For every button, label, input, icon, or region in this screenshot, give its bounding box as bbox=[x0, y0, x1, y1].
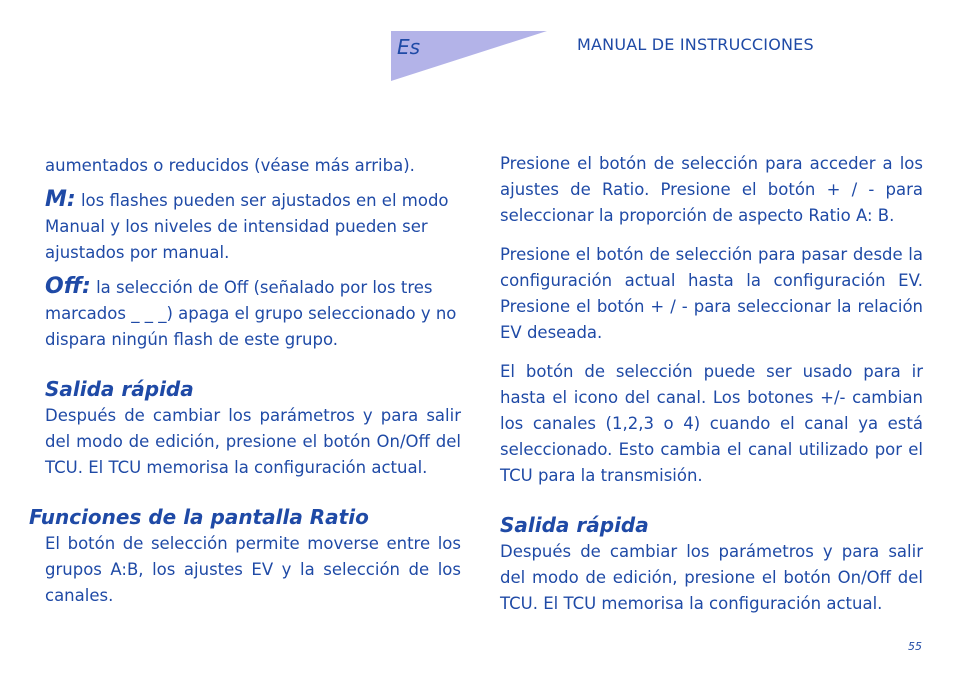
manual-title: MANUAL DE INSTRUCCIONES bbox=[577, 35, 814, 54]
ev-settings-paragraph: Presione el botón de selección para pasar desde la configuración actual hasta la configuración EV. Presione el botón + / - para seleccionar la relación EV deseada. bbox=[500, 245, 923, 342]
ratio-settings-paragraph: Presione el botón de selección para acceder a los ajustes de Ratio. Presione el botón + / - para seleccionar la proporción de aspecto Ratio A: B. bbox=[500, 154, 923, 225]
quick-exit-paragraph-right: Después de cambiar los parámetros y para salir del modo de edición, presione el botón On/Off del TCU. El TCU memorisa la configuración actual. bbox=[500, 542, 923, 613]
mode-m-text: los flashes pueden ser ajustados en el modo Manual y los niveles de intensidad pueden ser ajustados por manual. bbox=[45, 191, 449, 262]
quick-exit-heading-right: Salida rápida bbox=[500, 513, 649, 537]
mode-m-paragraph bbox=[45, 187, 461, 266]
language-label: Es bbox=[397, 35, 421, 59]
mode-m-term: M: bbox=[45, 187, 76, 212]
mode-off-term: Off: bbox=[45, 274, 91, 299]
mode-off-paragraph bbox=[45, 274, 461, 353]
left-column bbox=[29, 153, 461, 609]
page-number: 55 bbox=[908, 640, 922, 653]
ratio-functions-paragraph: El botón de selección permite moverse entre los grupos A:B, los ajustes EV y la selección de los canales. bbox=[45, 534, 461, 605]
continued-paragraph: aumentados o reducidos (véase más arriba). bbox=[45, 156, 415, 175]
right-column bbox=[500, 151, 923, 617]
ratio-functions-heading: Funciones de la pantalla Ratio bbox=[29, 505, 369, 529]
language-tab bbox=[391, 31, 547, 81]
channel-settings-paragraph: El botón de selección puede ser usado para ir hasta el icono del canal. Los botones +/- cambian los canales (1,2,3 o 4) cuando el canal ya está seleccionado. Esto cambia el canal utilizado por el TCU para la transmisión. bbox=[500, 362, 923, 485]
mode-off-text: la selección de Off (señalado por los tres marcados _ _ _) apaga el grupo seleccionado y no dispara ningún flash de este grupo. bbox=[45, 278, 457, 349]
quick-exit-heading-left: Salida rápida bbox=[45, 377, 194, 401]
quick-exit-paragraph-left: Después de cambiar los parámetros y para salir del modo de edición, presione el botón On/Off del TCU. El TCU memorisa la configuración actual. bbox=[45, 406, 461, 477]
